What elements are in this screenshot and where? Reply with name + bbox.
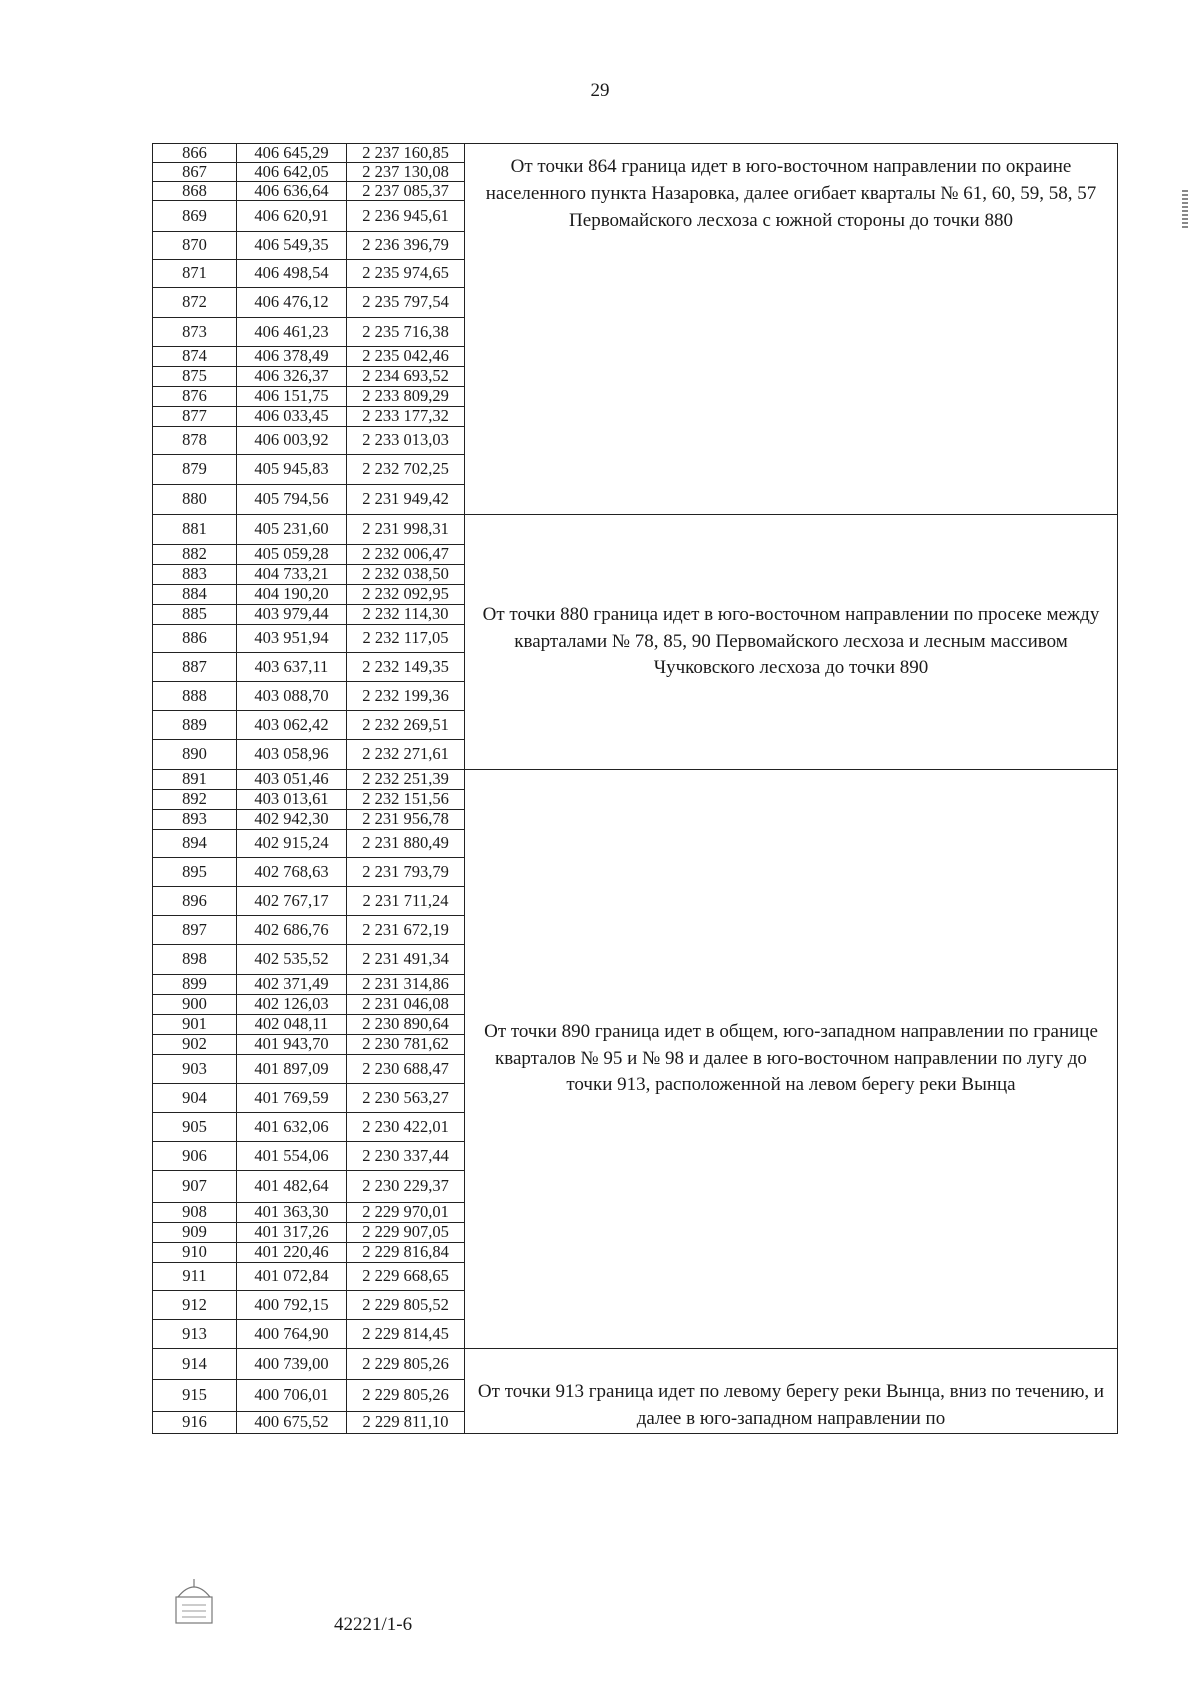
y-coordinate-cell: 2 230 781,62 bbox=[347, 1035, 465, 1055]
point-number-cell: 892 bbox=[153, 790, 237, 810]
point-number-cell: 900 bbox=[153, 995, 237, 1015]
x-coordinate-cell: 403 088,70 bbox=[237, 682, 347, 711]
x-coordinate-cell: 400 706,01 bbox=[237, 1379, 347, 1411]
y-coordinate-cell: 2 231 491,34 bbox=[347, 945, 465, 975]
y-coordinate-cell: 2 229 668,65 bbox=[347, 1263, 465, 1291]
x-coordinate-cell: 401 220,46 bbox=[237, 1243, 347, 1263]
x-coordinate-cell: 406 645,29 bbox=[237, 144, 347, 163]
y-coordinate-cell: 2 229 811,10 bbox=[347, 1411, 465, 1433]
x-coordinate-cell: 401 317,26 bbox=[237, 1223, 347, 1243]
y-coordinate-cell: 2 229 805,52 bbox=[347, 1291, 465, 1320]
coordinates-table bbox=[152, 143, 1118, 1434]
y-coordinate-cell: 2 233 013,03 bbox=[347, 427, 465, 455]
point-number-cell: 893 bbox=[153, 810, 237, 830]
x-coordinate-cell: 401 632,06 bbox=[237, 1113, 347, 1142]
coordinates-table-wrap bbox=[152, 143, 1117, 1434]
x-coordinate-cell: 401 943,70 bbox=[237, 1035, 347, 1055]
coordinates-table-body bbox=[153, 144, 1118, 1434]
x-coordinate-cell: 402 915,24 bbox=[237, 830, 347, 858]
point-number-cell: 890 bbox=[153, 740, 237, 770]
x-coordinate-cell: 401 072,84 bbox=[237, 1263, 347, 1291]
x-coordinate-cell: 405 231,60 bbox=[237, 515, 347, 545]
x-coordinate-cell: 400 675,52 bbox=[237, 1411, 347, 1433]
point-number-cell: 877 bbox=[153, 407, 237, 427]
x-coordinate-cell: 401 482,64 bbox=[237, 1171, 347, 1203]
point-number-cell: 913 bbox=[153, 1320, 237, 1349]
y-coordinate-cell: 2 230 563,27 bbox=[347, 1084, 465, 1113]
table-row bbox=[153, 515, 1118, 545]
point-number-cell: 886 bbox=[153, 625, 237, 653]
x-coordinate-cell: 402 767,17 bbox=[237, 887, 347, 916]
point-number-cell: 896 bbox=[153, 887, 237, 916]
x-coordinate-cell: 406 498,54 bbox=[237, 260, 347, 288]
point-number-cell: 916 bbox=[153, 1411, 237, 1433]
point-number-cell: 876 bbox=[153, 387, 237, 407]
x-coordinate-cell: 401 363,30 bbox=[237, 1203, 347, 1223]
y-coordinate-cell: 2 233 809,29 bbox=[347, 387, 465, 407]
point-number-cell: 871 bbox=[153, 260, 237, 288]
point-number-cell: 880 bbox=[153, 485, 237, 515]
point-number-cell: 866 bbox=[153, 144, 237, 163]
point-number-cell: 888 bbox=[153, 682, 237, 711]
x-coordinate-cell: 404 190,20 bbox=[237, 585, 347, 605]
y-coordinate-cell: 2 229 814,45 bbox=[347, 1320, 465, 1349]
y-coordinate-cell: 2 232 092,95 bbox=[347, 585, 465, 605]
x-coordinate-cell: 400 764,90 bbox=[237, 1320, 347, 1349]
x-coordinate-cell: 406 636,64 bbox=[237, 182, 347, 201]
y-coordinate-cell: 2 235 797,54 bbox=[347, 288, 465, 318]
table-row bbox=[153, 1349, 1118, 1380]
y-coordinate-cell: 2 231 314,86 bbox=[347, 975, 465, 995]
x-coordinate-cell: 406 151,75 bbox=[237, 387, 347, 407]
y-coordinate-cell: 2 232 006,47 bbox=[347, 545, 465, 565]
point-number-cell: 897 bbox=[153, 916, 237, 945]
y-coordinate-cell: 2 232 251,39 bbox=[347, 770, 465, 790]
y-coordinate-cell: 2 230 688,47 bbox=[347, 1055, 465, 1084]
y-coordinate-cell: 2 237 130,08 bbox=[347, 163, 465, 182]
point-number-cell: 869 bbox=[153, 201, 237, 232]
y-coordinate-cell: 2 236 396,79 bbox=[347, 232, 465, 260]
y-coordinate-cell: 2 231 956,78 bbox=[347, 810, 465, 830]
y-coordinate-cell: 2 235 716,38 bbox=[347, 318, 465, 347]
y-coordinate-cell: 2 233 177,32 bbox=[347, 407, 465, 427]
point-number-cell: 894 bbox=[153, 830, 237, 858]
document-code: 42221/1-6 bbox=[334, 1614, 413, 1635]
y-coordinate-cell: 2 231 672,19 bbox=[347, 916, 465, 945]
point-number-cell: 907 bbox=[153, 1171, 237, 1203]
y-coordinate-cell: 2 229 907,05 bbox=[347, 1223, 465, 1243]
y-coordinate-cell: 2 232 117,05 bbox=[347, 625, 465, 653]
x-coordinate-cell: 400 792,15 bbox=[237, 1291, 347, 1320]
point-number-cell: 914 bbox=[153, 1349, 237, 1380]
point-number-cell: 879 bbox=[153, 455, 237, 485]
point-number-cell: 872 bbox=[153, 288, 237, 318]
y-coordinate-cell: 2 231 949,42 bbox=[347, 485, 465, 515]
y-coordinate-cell: 2 229 805,26 bbox=[347, 1379, 465, 1411]
y-coordinate-cell: 2 230 337,44 bbox=[347, 1142, 465, 1171]
point-number-cell: 883 bbox=[153, 565, 237, 585]
y-coordinate-cell: 2 232 702,25 bbox=[347, 455, 465, 485]
x-coordinate-cell: 403 058,96 bbox=[237, 740, 347, 770]
x-coordinate-cell: 403 062,42 bbox=[237, 711, 347, 740]
y-coordinate-cell: 2 232 199,36 bbox=[347, 682, 465, 711]
point-number-cell: 889 bbox=[153, 711, 237, 740]
x-coordinate-cell: 404 733,21 bbox=[237, 565, 347, 585]
point-number-cell: 901 bbox=[153, 1015, 237, 1035]
x-coordinate-cell: 405 059,28 bbox=[237, 545, 347, 565]
y-coordinate-cell: 2 231 793,79 bbox=[347, 858, 465, 887]
x-coordinate-cell: 402 048,11 bbox=[237, 1015, 347, 1035]
point-number-cell: 912 bbox=[153, 1291, 237, 1320]
point-number-cell: 882 bbox=[153, 545, 237, 565]
point-number-cell: 898 bbox=[153, 945, 237, 975]
x-coordinate-cell: 406 033,45 bbox=[237, 407, 347, 427]
x-coordinate-cell: 406 642,05 bbox=[237, 163, 347, 182]
x-coordinate-cell: 406 326,37 bbox=[237, 367, 347, 387]
y-coordinate-cell: 2 231 711,24 bbox=[347, 887, 465, 916]
point-number-cell: 904 bbox=[153, 1084, 237, 1113]
x-coordinate-cell: 402 942,30 bbox=[237, 810, 347, 830]
y-coordinate-cell: 2 232 114,30 bbox=[347, 605, 465, 625]
x-coordinate-cell: 401 769,59 bbox=[237, 1084, 347, 1113]
point-number-cell: 906 bbox=[153, 1142, 237, 1171]
x-coordinate-cell: 403 637,11 bbox=[237, 653, 347, 682]
x-coordinate-cell: 402 535,52 bbox=[237, 945, 347, 975]
point-number-cell: 891 bbox=[153, 770, 237, 790]
y-coordinate-cell: 2 232 271,61 bbox=[347, 740, 465, 770]
point-number-cell: 874 bbox=[153, 347, 237, 367]
x-coordinate-cell: 406 378,49 bbox=[237, 347, 347, 367]
x-coordinate-cell: 406 003,92 bbox=[237, 427, 347, 455]
x-coordinate-cell: 406 476,12 bbox=[237, 288, 347, 318]
x-coordinate-cell: 401 897,09 bbox=[237, 1055, 347, 1084]
point-number-cell: 867 bbox=[153, 163, 237, 182]
x-coordinate-cell: 401 554,06 bbox=[237, 1142, 347, 1171]
point-number-cell: 910 bbox=[153, 1243, 237, 1263]
point-number-cell: 905 bbox=[153, 1113, 237, 1142]
x-coordinate-cell: 402 371,49 bbox=[237, 975, 347, 995]
y-coordinate-cell: 2 232 269,51 bbox=[347, 711, 465, 740]
point-number-cell: 902 bbox=[153, 1035, 237, 1055]
x-coordinate-cell: 402 126,03 bbox=[237, 995, 347, 1015]
point-number-cell: 868 bbox=[153, 182, 237, 201]
y-coordinate-cell: 2 231 998,31 bbox=[347, 515, 465, 545]
y-coordinate-cell: 2 230 229,37 bbox=[347, 1171, 465, 1203]
y-coordinate-cell: 2 237 085,37 bbox=[347, 182, 465, 201]
x-coordinate-cell: 403 051,46 bbox=[237, 770, 347, 790]
x-coordinate-cell: 402 768,63 bbox=[237, 858, 347, 887]
y-coordinate-cell: 2 230 890,64 bbox=[347, 1015, 465, 1035]
point-number-cell: 911 bbox=[153, 1263, 237, 1291]
x-coordinate-cell: 403 979,44 bbox=[237, 605, 347, 625]
point-number-cell: 915 bbox=[153, 1379, 237, 1411]
point-number-cell: 884 bbox=[153, 585, 237, 605]
y-coordinate-cell: 2 235 974,65 bbox=[347, 260, 465, 288]
y-coordinate-cell: 2 236 945,61 bbox=[347, 201, 465, 232]
boundary-description: От точки 864 граница идет в юго-восточном направлении по окраине населенного пункта Назаровка, далее огибает кварталы № 61, 60, 59, 58, 57 Первомайского лесхоза с южной стороны до точки 880 bbox=[465, 144, 1118, 515]
boundary-description: От точки 913 граница идет по левому берегу реки Вынца, вниз по течению, и далее в юго-западном направлении по bbox=[465, 1349, 1118, 1434]
boundary-description: От точки 880 граница идет в юго-восточном направлении по просеке между кварталами № 78, 85, 90 Первомайского лесхоза и лесным массивом Чучковского лесхоза до точки 890 bbox=[465, 515, 1118, 770]
point-number-cell: 885 bbox=[153, 605, 237, 625]
x-coordinate-cell: 403 013,61 bbox=[237, 790, 347, 810]
x-coordinate-cell: 402 686,76 bbox=[237, 916, 347, 945]
y-coordinate-cell: 2 237 160,85 bbox=[347, 144, 465, 163]
table-row bbox=[153, 144, 1118, 163]
boundary-description: От точки 890 граница идет в общем, юго-западном направлении по границе кварталов № 95 и № 98 и далее в юго-восточном направлении по лугу до точки 913, расположенной на левом берегу реки Вынца bbox=[465, 770, 1118, 1349]
page-number: 29 bbox=[590, 80, 610, 101]
x-coordinate-cell: 406 549,35 bbox=[237, 232, 347, 260]
x-coordinate-cell: 406 461,23 bbox=[237, 318, 347, 347]
point-number-cell: 881 bbox=[153, 515, 237, 545]
point-number-cell: 870 bbox=[153, 232, 237, 260]
point-number-cell: 908 bbox=[153, 1203, 237, 1223]
y-coordinate-cell: 2 232 149,35 bbox=[347, 653, 465, 682]
y-coordinate-cell: 2 234 693,52 bbox=[347, 367, 465, 387]
point-number-cell: 909 bbox=[153, 1223, 237, 1243]
x-coordinate-cell: 400 739,00 bbox=[237, 1349, 347, 1380]
y-coordinate-cell: 2 231 880,49 bbox=[347, 830, 465, 858]
y-coordinate-cell: 2 232 151,56 bbox=[347, 790, 465, 810]
point-number-cell: 873 bbox=[153, 318, 237, 347]
point-number-cell: 875 bbox=[153, 367, 237, 387]
x-coordinate-cell: 406 620,91 bbox=[237, 201, 347, 232]
point-number-cell: 903 bbox=[153, 1055, 237, 1084]
point-number-cell: 895 bbox=[153, 858, 237, 887]
point-number-cell: 878 bbox=[153, 427, 237, 455]
table-row bbox=[153, 770, 1118, 790]
x-coordinate-cell: 405 945,83 bbox=[237, 455, 347, 485]
notary-stamp-icon bbox=[170, 1575, 218, 1631]
point-number-cell: 899 bbox=[153, 975, 237, 995]
y-coordinate-cell: 2 229 805,26 bbox=[347, 1349, 465, 1380]
y-coordinate-cell: 2 230 422,01 bbox=[347, 1113, 465, 1142]
y-coordinate-cell: 2 229 970,01 bbox=[347, 1203, 465, 1223]
x-coordinate-cell: 405 794,56 bbox=[237, 485, 347, 515]
point-number-cell: 887 bbox=[153, 653, 237, 682]
y-coordinate-cell: 2 235 042,46 bbox=[347, 347, 465, 367]
scan-edge-mark bbox=[1182, 190, 1188, 230]
y-coordinate-cell: 2 229 816,84 bbox=[347, 1243, 465, 1263]
y-coordinate-cell: 2 232 038,50 bbox=[347, 565, 465, 585]
y-coordinate-cell: 2 231 046,08 bbox=[347, 995, 465, 1015]
x-coordinate-cell: 403 951,94 bbox=[237, 625, 347, 653]
